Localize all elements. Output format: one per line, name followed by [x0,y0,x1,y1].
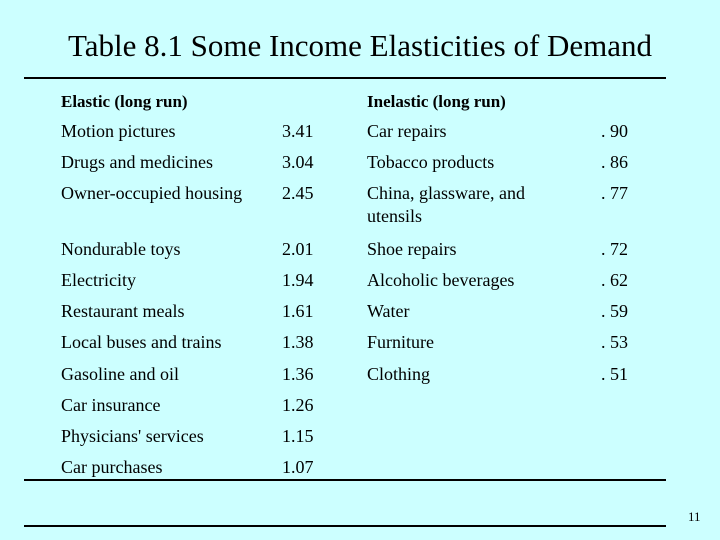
elastic-item: Car insurance [61,395,161,415]
elastic-item: Nondurable toys [61,239,181,259]
inelastic-item: Shoe repairs [367,239,457,259]
inelastic-value: . 72 [601,239,628,259]
inelastic-item: China, glassware, and utensils [367,183,525,226]
elastic-item: Motion pictures [61,121,176,141]
elastic-value: 1.38 [282,332,314,352]
elastic-value: 1.26 [282,395,314,415]
inelastic-value: . 59 [601,301,628,321]
inelastic-value: . 51 [601,364,628,384]
inelastic-value: . 86 [601,152,628,172]
inelastic-item: Car repairs [367,121,447,141]
elastic-header: Elastic (long run) [61,92,188,111]
inelastic-item: Furniture [367,332,434,352]
table-bottom-rule [24,479,666,481]
elastic-value: 2.45 [282,183,314,203]
page-number: 11 [688,509,701,524]
inelastic-item: Tobacco products [367,152,495,172]
elastic-item: Local buses and trains [61,332,222,352]
elastic-item: Owner-occupied housing [61,183,243,203]
inelastic-value: . 62 [601,270,628,290]
elastic-item: Electricity [61,270,136,290]
elastic-value: 1.07 [282,457,314,477]
inelastic-header: Inelastic (long run) [367,92,506,111]
elastic-value: 1.36 [282,364,314,384]
inelastic-value: . 77 [601,183,628,203]
elastic-value: 3.41 [282,121,314,141]
elastic-value: 2.01 [282,239,314,259]
elastic-item: Drugs and medicines [61,152,213,172]
inelastic-value: . 90 [601,121,628,141]
elastic-value: 1.15 [282,426,314,446]
elastic-item: Physicians' services [61,426,204,446]
elastic-item: Restaurant meals [61,301,185,321]
inelastic-item: Water [367,301,410,321]
elastic-item: Car purchases [61,457,163,477]
elastic-item: Gasoline and oil [61,364,179,384]
footer-rule [24,525,666,527]
inelastic-item: Alcoholic beverages [367,270,515,290]
slide-title: Table 8.1 Some Income Elasticities of Demand [67,28,653,63]
inelastic-value: . 53 [601,332,628,352]
elastic-value: 1.94 [282,270,314,290]
elastic-value: 3.04 [282,152,314,172]
inelastic-item: Clothing [367,364,431,384]
title-underline [24,77,666,79]
elastic-value: 1.61 [282,301,314,321]
